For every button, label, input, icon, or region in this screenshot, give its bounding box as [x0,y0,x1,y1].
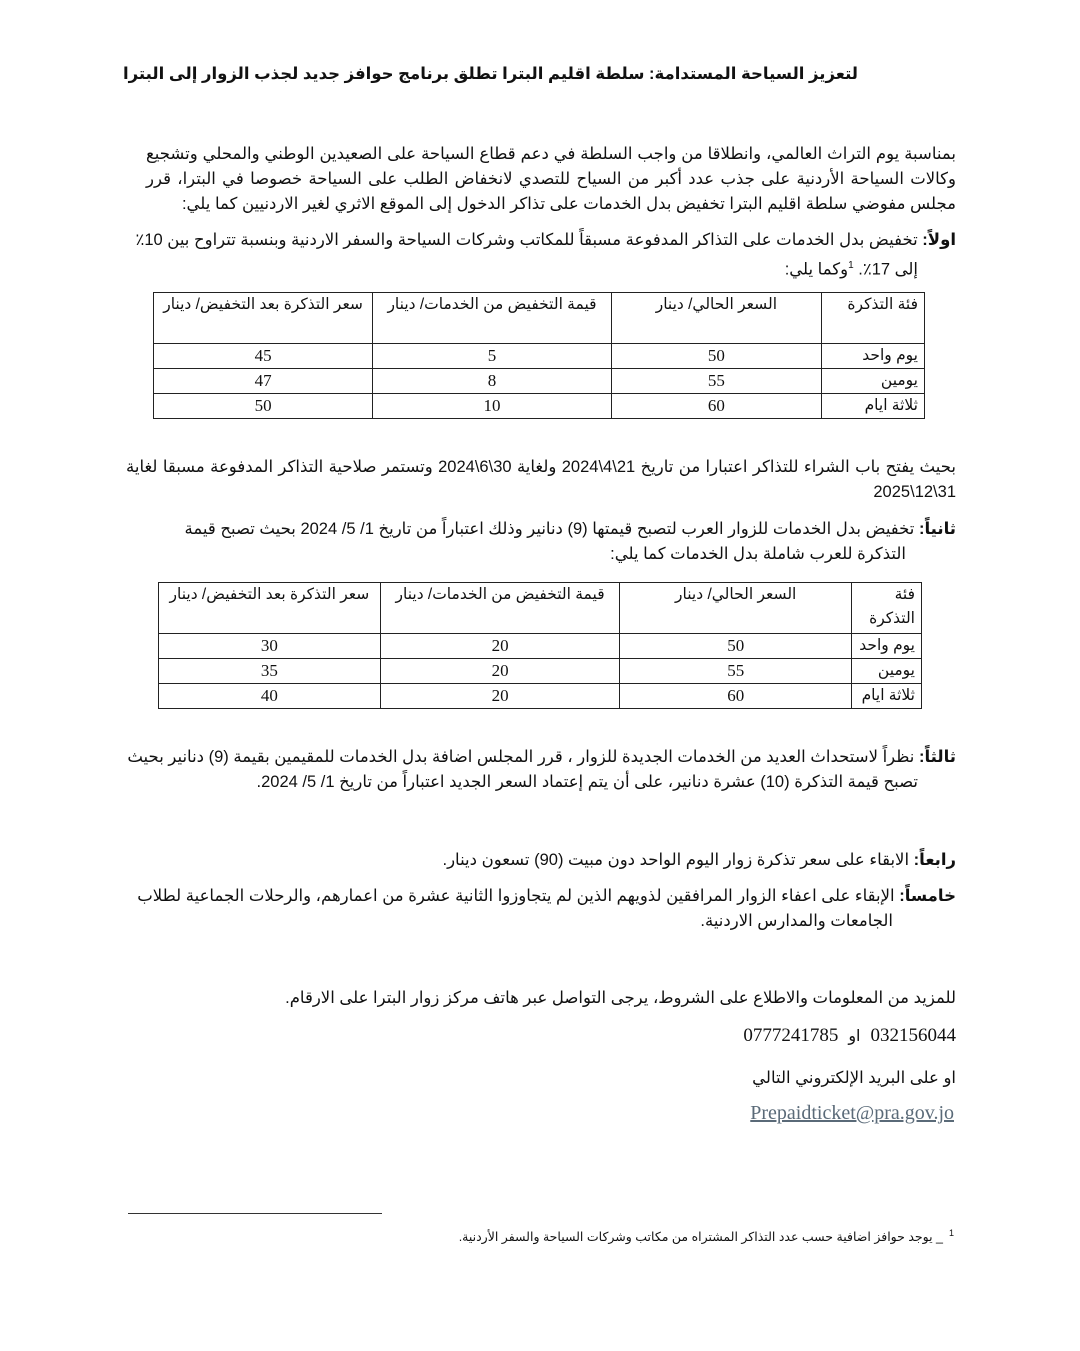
phone-numbers [743,1025,956,1047]
header-ticket-category: فئة التذكرة [821,293,924,344]
cell-category: ثلاثة ايام [821,394,924,419]
cell-final-price: 50 [154,394,373,419]
cell-final-price: 47 [154,369,373,394]
cell-final-price: 40 [159,684,381,709]
email-label: او على البريد الإلكتروني التالي [752,1069,956,1087]
header-price-after-discount: سعر التذكرة بعد التخفيض/ دينار [154,293,373,344]
section-4-label: رابعاً: [913,851,956,869]
table-row [159,659,922,684]
table-header-row [154,293,925,344]
cell-current-price: 60 [620,684,852,709]
cell-current-price: 50 [620,634,852,659]
section-1-continuation-line [126,253,956,283]
cell-current-price: 60 [611,394,821,419]
section-4-text: الابقاء على سعر تذكرة زوار اليوم الواحد دون مبيت (90) تسعون دينار. [442,851,910,869]
section-1-continuation: إلى 17٪. [858,260,918,279]
email-link[interactable]: Prepaidticket@pra.gov.jo [750,1102,954,1124]
table-arab-visitors [158,582,922,709]
section-2-continuation: التذكرة للعرب شاملة بدل الخدمات كما يلي: [610,545,906,563]
phone-number-2[interactable]: 0777241785 [743,1025,839,1046]
section-1 [126,228,956,283]
footnote [459,1228,954,1244]
header-discount-value: قيمة التخفيض من الخدمات/ دينار [373,293,612,344]
cell-discount: 10 [373,394,612,419]
section-5-text: الإبقاء على اعفاء الزوار المرافقين لذويهم الذين لم يتجاوزوا الثانية عشرة من اعمارهم، والرحلات الجماعية لطلاب [137,887,895,905]
table-row [154,344,925,369]
header-price-after-discount: سعر التذكرة بعد التخفيض/ دينار [159,583,381,634]
section-5 [126,884,956,934]
cell-category: ثلاثة ايام [852,684,922,709]
cell-discount: 20 [380,659,620,684]
phone-number-1[interactable]: 032156044 [870,1025,956,1046]
cell-category: يوم واحد [852,634,922,659]
footnote-text: _ يوجد حوافز اضافية حسب عدد التذاكر المشتراه من مكاتب وشركات السياحة والسفر الأردنية. [458,1230,943,1245]
header-ticket-category: فئة التذكرة [852,583,922,634]
purchase-dates-paragraph: بحيث يفتح باب الشراء للتذاكر اعتبارا من تاريخ 21\4\2024 ولغاية 30\6\2024 وتستمر صلاحية التذاكر المدفوعة مسبقا لغاية 31\12\2025 [126,458,956,501]
section-1-continuation-tail: وكما يلي: [784,260,849,279]
cell-category: يوم واحد [821,344,924,369]
cell-category: يومين [852,659,922,684]
document-title: لتعزيز السياحة المستدامة: سلطة اقليم البترا تطلق برنامج حوافز جديد لجذب الزوار إلى البترا [123,65,858,83]
table-row [154,369,925,394]
section-5-continuation: الجامعات والمدارس الاردنية. [700,912,893,930]
table-row [159,634,922,659]
contact-intro: للمزيد من المعلومات والاطلاع على الشروط، يرجى التواصل عبر هاتف مركز زوار البترا على الارقام. [285,989,956,1007]
cell-final-price: 45 [154,344,373,369]
cell-final-price: 30 [159,634,381,659]
cell-discount: 20 [380,634,620,659]
section-2-text: تخفيض بدل الخدمات للزوار العرب لتصبح قيمتها (9) دنانير وذلك اعتباراً من تاريخ 1/ 5/ 2024 بحيث تصبح قيمة [184,520,915,538]
cell-final-price: 35 [159,659,381,684]
footnote-divider [128,1213,382,1214]
cell-current-price: 55 [611,369,821,394]
section-3 [126,745,956,795]
intro-paragraph: بمناسبة يوم التراث العالمي، وانطلاقا من واجب السلطة في دعم قطاع السياحة على الصعيدين الوطني والمحلي وتشجيع وكالات السياحة الأردنية على جذب عدد أكبر من السياح للتصدي لانخفاض الطلب على السياحة خصوصا في البترا، قرر مجلس مفوضي سلطة اقليم البترا تخفيض بدل الخدمات على تذاكر الدخول إلى الموقع الاثري لغير الاردنيين كما يلي: [146,145,956,213]
header-current-price: السعر الحالي/ دينار [611,293,821,344]
section-4 [126,848,956,873]
section-2-label: ثانياً: [918,520,956,538]
table-header-row [159,583,922,634]
phone-separator: او [848,1028,861,1045]
footnote-reference[interactable]: 1 [848,260,854,271]
section-3-continuation: تصبح قيمة التذكرة (10) عشرة دنانير، على أن يتم إعتماد السعر الجديد اعتباراً من تاريخ 1/ 5/ 2024. [256,773,918,791]
table-row [159,684,922,709]
cell-current-price: 50 [611,344,821,369]
section-1-text: تخفيض بدل الخدمات على التذاكر المدفوعة مسبقاً للمكاتب وشركات السياحة والسفر الاردنية وبنسبة تتراوح بين 10٪ [135,231,918,249]
section-5-label: خامساً: [899,887,956,905]
table-prepaid-discount [153,292,925,419]
cell-discount: 20 [380,684,620,709]
section-2 [126,517,956,567]
cell-current-price: 55 [620,659,852,684]
header-current-price: السعر الحالي/ دينار [620,583,852,634]
footnote-mark: 1 [948,1228,954,1238]
header-discount-value: قيمة التخفيض من الخدمات/ دينار [380,583,620,634]
cell-discount: 5 [373,344,612,369]
cell-discount: 8 [373,369,612,394]
section-3-label: ثالثاً: [918,748,956,766]
section-3-text: نظراً لاستحداث العديد من الخدمات الجديدة للزوار ، قرر المجلس اضافة بدل الخدمات للمقيمين بقيمة (9) دنانير بحيث [127,748,915,766]
section-1-label: اولاً: [922,231,956,249]
table-row [154,394,925,419]
cell-category: يومين [821,369,924,394]
